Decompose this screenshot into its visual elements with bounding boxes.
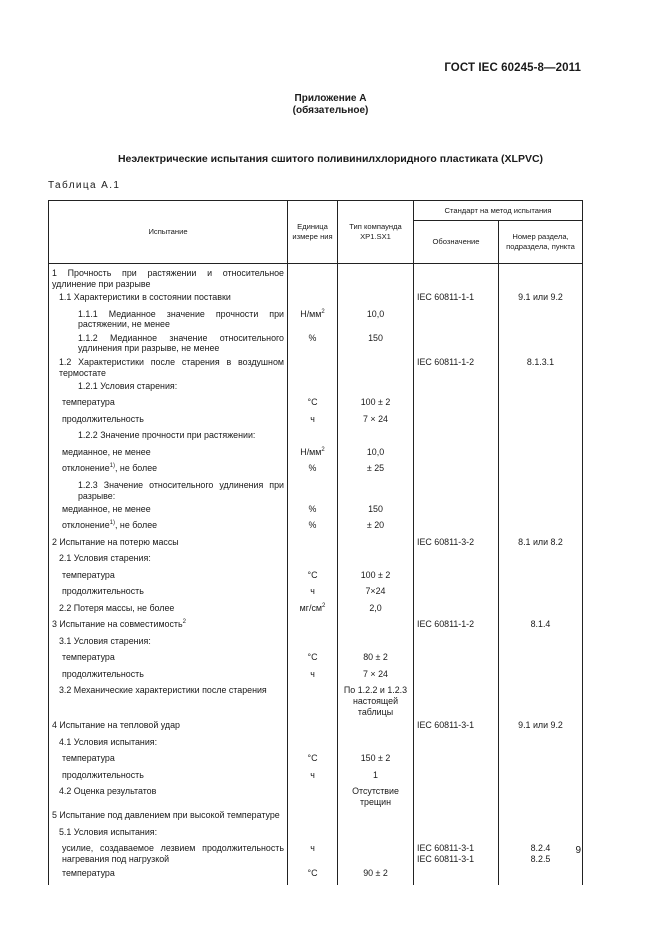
cell-value <box>338 633 414 650</box>
cell-unit <box>288 824 338 841</box>
cell-test <box>49 378 288 395</box>
cell-value <box>338 354 414 378</box>
cell-unit <box>288 683 338 718</box>
cell-unit <box>288 411 338 428</box>
test-text: 4.2 Оценка результатов <box>59 786 157 797</box>
table-row <box>49 784 583 808</box>
test-text: 1.2.1 Условия старения: <box>78 380 178 391</box>
table-row <box>49 354 583 378</box>
cell-value: 150 <box>338 330 414 354</box>
document-code: ГОСТ IEC 60245-8—2011 <box>444 62 581 74</box>
table-body <box>49 264 583 885</box>
cell-value <box>338 290 414 307</box>
unit-text: °С <box>307 867 318 878</box>
unit-text: °С <box>307 397 318 408</box>
test-text: температура <box>62 397 115 408</box>
footnote-marker: 2 <box>182 619 186 626</box>
test-text: 3.2 Механические характеристики после старения <box>59 685 267 696</box>
cell-unit <box>288 354 338 378</box>
cell-section <box>499 395 583 412</box>
cell-section <box>499 584 583 601</box>
cell-designation <box>414 784 499 808</box>
cell-section <box>499 428 583 445</box>
cell-unit <box>288 534 338 551</box>
cell-value <box>338 718 414 735</box>
cell-test <box>49 395 288 412</box>
cell-section <box>499 600 583 617</box>
cell-value: 150 ± 2 <box>338 751 414 768</box>
cell-unit <box>288 718 338 735</box>
cell-test <box>49 751 288 768</box>
footnote-marker: 1) <box>109 520 115 527</box>
cell-test <box>49 428 288 445</box>
cell-section: 8.2.4 8.2.5 <box>499 841 583 865</box>
cell-test <box>49 784 288 808</box>
test-text: 5.1 Условия испытания: <box>59 826 158 837</box>
cell-value: 7 × 24 <box>338 411 414 428</box>
table-row <box>49 378 583 395</box>
cell-test <box>49 518 288 535</box>
cell-designation <box>414 584 499 601</box>
cell-value <box>338 477 414 501</box>
cell-section <box>499 306 583 330</box>
table-row <box>49 767 583 784</box>
cell-unit <box>288 501 338 518</box>
cell-unit <box>288 865 338 885</box>
cell-test <box>49 584 288 601</box>
unit-text: ч <box>310 769 315 780</box>
cell-test <box>49 600 288 617</box>
test-text: 4 Испытание на тепловой удар <box>52 720 180 731</box>
cell-value <box>338 551 414 568</box>
table-row <box>49 718 583 735</box>
cell-designation <box>414 824 499 841</box>
test-text: 1.1.2 Медианное значение относительного удлинения при разрыве, не менее <box>78 332 284 354</box>
cell-unit <box>288 734 338 751</box>
cell-test <box>49 330 288 354</box>
cell-unit <box>288 290 338 307</box>
cell-value: 80 ± 2 <box>338 650 414 667</box>
cell-test <box>49 767 288 784</box>
test-text: температура <box>62 652 115 663</box>
cell-test <box>49 865 288 885</box>
annex-title: Приложение А <box>294 93 367 104</box>
cell-unit <box>288 395 338 412</box>
cell-section <box>499 767 583 784</box>
table-row <box>49 841 583 865</box>
cell-unit <box>288 650 338 667</box>
cell-value: 10,0 <box>338 444 414 461</box>
cell-unit <box>288 551 338 568</box>
cell-designation <box>414 666 499 683</box>
test-text: медианное, не менее <box>62 446 151 457</box>
test-text: 3.1 Условия старения: <box>59 635 151 646</box>
cell-designation <box>414 501 499 518</box>
test-text: температура <box>62 867 115 878</box>
header-section: Номер раздела, подраздела, пункта <box>499 221 583 264</box>
unit-exponent: 2 <box>322 602 326 609</box>
table-row <box>49 617 583 634</box>
test-text: усилие, создаваемое лезвием продолжительность нагревания под нагрузкой <box>62 843 284 865</box>
footnote-marker: 1) <box>109 463 115 470</box>
table-row <box>49 477 583 501</box>
table-caption: Таблица А.1 <box>48 180 121 191</box>
cell-unit <box>288 767 338 784</box>
unit-text: % <box>308 520 317 531</box>
test-text: 2 Испытание на потерю массы <box>52 536 179 547</box>
cell-value <box>338 378 414 395</box>
cell-test <box>49 461 288 478</box>
cell-test <box>49 444 288 461</box>
table-row <box>49 600 583 617</box>
cell-designation <box>414 518 499 535</box>
cell-value: 2,0 <box>338 600 414 617</box>
cell-unit <box>288 808 338 825</box>
cell-unit <box>288 784 338 808</box>
cell-unit <box>288 518 338 535</box>
test-table <box>48 200 583 885</box>
test-text: 1.2.3 Значение относительного удлинения при разрыве: <box>78 479 284 501</box>
unit-text: Н/мм <box>300 308 322 319</box>
test-text: 5 Испытание под давлением при высокой температуре <box>52 810 280 821</box>
cell-test <box>49 650 288 667</box>
cell-designation: IEC 60811-3-1 <box>414 718 499 735</box>
cell-value: 10,0 <box>338 306 414 330</box>
table-row <box>49 683 583 718</box>
cell-unit <box>288 477 338 501</box>
table-row <box>49 567 583 584</box>
table-row <box>49 865 583 885</box>
cell-section <box>499 567 583 584</box>
cell-unit <box>288 330 338 354</box>
cell-test <box>49 534 288 551</box>
cell-designation <box>414 378 499 395</box>
cell-unit <box>288 666 338 683</box>
cell-unit <box>288 841 338 865</box>
cell-value <box>338 264 414 290</box>
cell-test <box>49 841 288 865</box>
cell-unit <box>288 378 338 395</box>
test-text: 1 Прочность при растяжении и относительное удлинение при разрыве <box>52 268 284 289</box>
cell-designation <box>414 551 499 568</box>
unit-text: ч <box>310 413 315 424</box>
cell-unit <box>288 306 338 330</box>
cell-value: Отсутствие трещин <box>338 784 414 808</box>
cell-test <box>49 617 288 634</box>
cell-designation <box>414 865 499 885</box>
unit-text: °С <box>307 753 318 764</box>
cell-test <box>49 477 288 501</box>
test-text: 2.2 Потеря массы, не более <box>59 602 175 613</box>
cell-designation <box>414 395 499 412</box>
cell-section <box>499 378 583 395</box>
cell-value: 150 <box>338 501 414 518</box>
table-row <box>49 395 583 412</box>
test-text: 4.1 Условия испытания: <box>59 736 158 747</box>
cell-test <box>49 264 288 290</box>
cell-designation <box>414 808 499 825</box>
cell-test <box>49 808 288 825</box>
cell-test <box>49 290 288 307</box>
test-text: медианное, не менее <box>62 503 151 514</box>
cell-unit <box>288 444 338 461</box>
unit-text: °С <box>307 652 318 663</box>
test-text-tail: , не более <box>114 463 158 474</box>
cell-unit <box>288 428 338 445</box>
unit-text: % <box>308 463 317 474</box>
table-row <box>49 306 583 330</box>
unit-text: Н/мм <box>300 446 322 457</box>
table-row <box>49 428 583 445</box>
cell-designation: IEC 60811-3-1 IEC 60811-3-1 <box>414 841 499 865</box>
header-unit: Единица измере ния <box>288 201 338 264</box>
table-row <box>49 666 583 683</box>
header-designation: Обозначение <box>414 221 499 264</box>
cell-section <box>499 865 583 885</box>
table-row <box>49 584 583 601</box>
unit-text: ч <box>310 668 315 679</box>
cell-section <box>499 633 583 650</box>
cell-value <box>338 841 414 865</box>
test-text: 3 Испытание на совместимость <box>52 619 183 630</box>
table-row <box>49 444 583 461</box>
cell-section <box>499 461 583 478</box>
table-row <box>49 501 583 518</box>
table-row <box>49 518 583 535</box>
cell-value: 7 × 24 <box>338 666 414 683</box>
table-row <box>49 751 583 768</box>
table-row <box>49 824 583 841</box>
annex-heading <box>0 93 661 117</box>
unit-exponent: 2 <box>321 308 325 315</box>
cell-test <box>49 666 288 683</box>
cell-designation <box>414 734 499 751</box>
cell-designation: IEC 60811-1-2 <box>414 354 499 378</box>
cell-value: 100 ± 2 <box>338 395 414 412</box>
cell-section <box>499 683 583 718</box>
test-text: температура <box>62 569 115 580</box>
cell-value: 90 ± 2 <box>338 865 414 885</box>
table-row <box>49 551 583 568</box>
cell-unit <box>288 600 338 617</box>
cell-unit <box>288 617 338 634</box>
cell-designation <box>414 461 499 478</box>
test-text: отклонение <box>62 520 110 531</box>
cell-test <box>49 633 288 650</box>
cell-section: 8.1.3.1 <box>499 354 583 378</box>
cell-section: 9.1 или 9.2 <box>499 290 583 307</box>
cell-test <box>49 734 288 751</box>
cell-section <box>499 501 583 518</box>
unit-text: % <box>308 332 317 343</box>
test-text: продолжительность <box>62 586 144 597</box>
table-row <box>49 633 583 650</box>
cell-section <box>499 551 583 568</box>
cell-designation <box>414 428 499 445</box>
cell-designation <box>414 683 499 718</box>
main-title: Неэлектрические испытания сшитого поливинилхлоридного пластиката (XLPVC) <box>117 153 544 165</box>
cell-section <box>499 411 583 428</box>
cell-value <box>338 428 414 445</box>
cell-test <box>49 718 288 735</box>
cell-designation <box>414 633 499 650</box>
table-row <box>49 650 583 667</box>
cell-section <box>499 650 583 667</box>
cell-designation <box>414 477 499 501</box>
cell-test <box>49 306 288 330</box>
cell-section <box>499 264 583 290</box>
cell-value: По 1.2.2 и 1.2.3 настоящей таблицы <box>338 683 414 718</box>
cell-unit <box>288 567 338 584</box>
cell-value <box>338 824 414 841</box>
table-row <box>49 330 583 354</box>
cell-value: 100 ± 2 <box>338 567 414 584</box>
cell-value <box>338 617 414 634</box>
cell-test <box>49 354 288 378</box>
cell-test <box>49 501 288 518</box>
table-row <box>49 411 583 428</box>
cell-section <box>499 751 583 768</box>
cell-designation <box>414 306 499 330</box>
cell-section <box>499 824 583 841</box>
unit-text: % <box>308 503 317 514</box>
header-test: Испытание <box>49 201 288 264</box>
cell-section <box>499 734 583 751</box>
cell-designation <box>414 751 499 768</box>
test-text: продолжительность <box>62 413 144 424</box>
cell-designation <box>414 264 499 290</box>
test-text-tail: , не более <box>114 520 158 531</box>
cell-section <box>499 666 583 683</box>
test-text: 1.2 Характеристики после старения в воздушном термостате <box>59 356 284 378</box>
test-text: 1.1 Характеристики в состоянии поставки <box>59 292 231 303</box>
cell-section <box>499 477 583 501</box>
cell-designation <box>414 767 499 784</box>
cell-section: 9.1 или 9.2 <box>499 718 583 735</box>
cell-unit <box>288 751 338 768</box>
cell-value <box>338 734 414 751</box>
table-row <box>49 290 583 307</box>
cell-test <box>49 683 288 718</box>
cell-unit <box>288 584 338 601</box>
header-standard-group: Стандарт на метод испытания <box>414 201 583 221</box>
cell-designation: IEC 60811-1-1 <box>414 290 499 307</box>
cell-designation <box>414 600 499 617</box>
cell-value: 7×24 <box>338 584 414 601</box>
test-text: отклонение <box>62 463 110 474</box>
cell-section <box>499 444 583 461</box>
cell-test <box>49 567 288 584</box>
cell-designation: IEC 60811-1-2 <box>414 617 499 634</box>
cell-designation <box>414 444 499 461</box>
unit-text: ч <box>310 586 315 597</box>
header-compound: Тип компаунда XP1.SX1 <box>338 201 414 264</box>
cell-value: ± 20 <box>338 518 414 535</box>
cell-unit <box>288 264 338 290</box>
cell-section <box>499 808 583 825</box>
test-text: 2.1 Условия старения: <box>59 553 151 564</box>
cell-unit <box>288 461 338 478</box>
cell-unit <box>288 633 338 650</box>
page-number: 9 <box>575 845 581 856</box>
annex-status: (обязательное) <box>292 105 369 116</box>
table-row <box>49 264 583 290</box>
cell-section <box>499 784 583 808</box>
cell-test <box>49 551 288 568</box>
cell-test <box>49 824 288 841</box>
cell-designation <box>414 650 499 667</box>
cell-designation <box>414 330 499 354</box>
cell-designation <box>414 411 499 428</box>
cell-value: 1 <box>338 767 414 784</box>
cell-section: 8.1.4 <box>499 617 583 634</box>
cell-section: 8.1 или 8.2 <box>499 534 583 551</box>
test-text: 1.1.1 Медианное значение прочности при растяжении, не менее <box>78 308 284 330</box>
unit-text: °С <box>307 569 318 580</box>
test-text: 1.2.2 Значение прочности при растяжении: <box>78 430 256 441</box>
cell-section <box>499 518 583 535</box>
test-text: продолжительность <box>62 668 144 679</box>
test-text: продолжительность <box>62 769 144 780</box>
test-text: температура <box>62 753 115 764</box>
unit-exponent: 2 <box>321 446 325 453</box>
cell-designation <box>414 567 499 584</box>
unit-text: ч <box>310 843 315 854</box>
table-row <box>49 461 583 478</box>
cell-test <box>49 411 288 428</box>
cell-value <box>338 534 414 551</box>
table-row <box>49 808 583 825</box>
cell-value <box>338 808 414 825</box>
cell-value: ± 25 <box>338 461 414 478</box>
unit-text: мг/см <box>299 602 322 613</box>
cell-designation: IEC 60811-3-2 <box>414 534 499 551</box>
table-row <box>49 534 583 551</box>
cell-section <box>499 330 583 354</box>
table-row <box>49 734 583 751</box>
